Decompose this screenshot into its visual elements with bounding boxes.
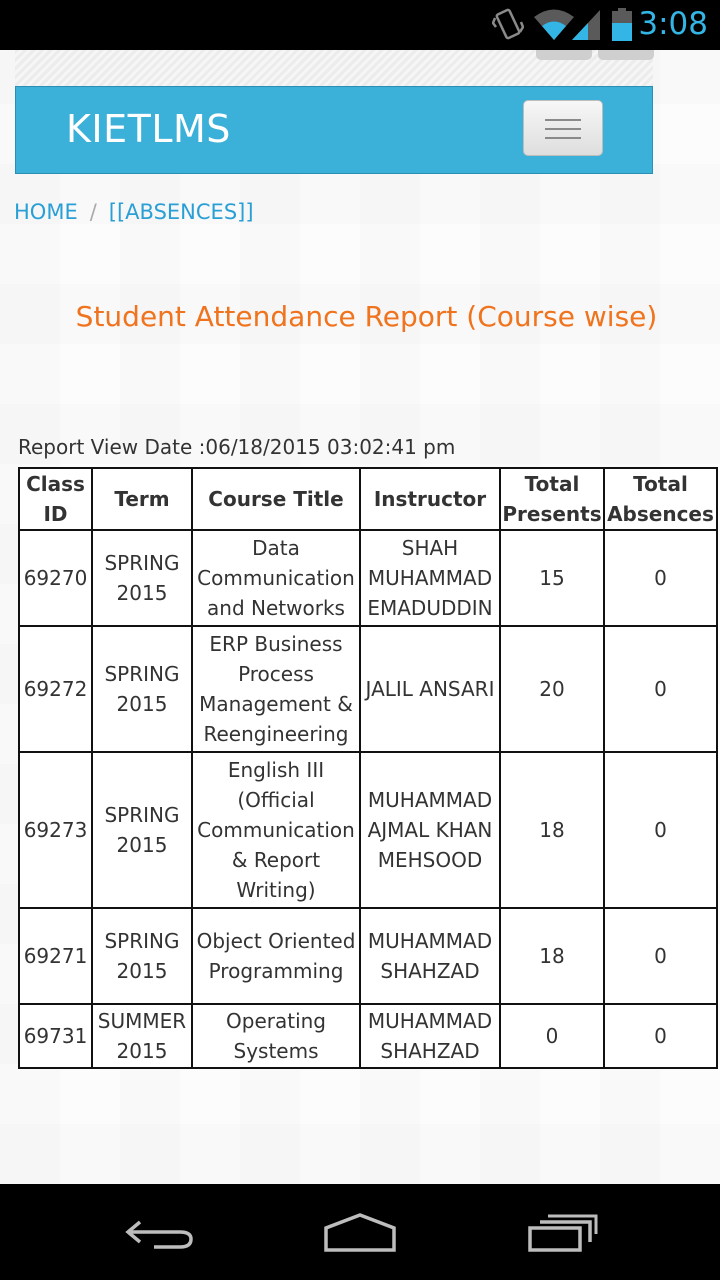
term-cell: SPRING 2015	[92, 626, 192, 752]
instructor-cell: MUHAMMAD SHAHZAD	[360, 1004, 500, 1068]
course-title-cell: Object Oriented Programming	[192, 908, 360, 1004]
breadcrumb-current-link[interactable]: [[ABSENCES]]	[108, 200, 254, 224]
class-id-cell: 69271	[19, 908, 92, 1004]
site-navbar	[15, 86, 653, 174]
course-title-cell: Data Communication and Networks	[192, 530, 360, 626]
top-toolbar-strip	[15, 50, 653, 86]
toolbar-button-stub[interactable]	[598, 50, 654, 60]
menu-toggle-button[interactable]	[523, 100, 603, 156]
absences-cell: 0	[604, 908, 717, 1004]
column-header-total-presents: Total Presents	[500, 468, 604, 530]
report-title: Student Attendance Report (Course wise)	[75, 300, 658, 333]
table-row	[19, 752, 717, 908]
breadcrumb	[14, 200, 254, 224]
instructor-cell: SHAH MUHAMMAD EMADUDDIN	[360, 530, 500, 626]
term-cell: SUMMER 2015	[92, 1004, 192, 1068]
column-header-term: Term	[92, 468, 192, 530]
absences-cell: 0	[604, 530, 717, 626]
toolbar-button-stub[interactable]	[536, 50, 592, 60]
back-icon[interactable]	[124, 1212, 196, 1252]
term-cell: SPRING 2015	[92, 752, 192, 908]
column-header-total-absences: Total Absences	[604, 468, 717, 530]
status-time: 3:08	[638, 6, 708, 42]
term-cell: SPRING 2015	[92, 908, 192, 1004]
report-view-date: Report View Date :06/18/2015 03:02:41 pm	[18, 435, 456, 459]
table-header-row	[19, 468, 717, 530]
presents-cell: 0	[500, 1004, 604, 1068]
brand-logo[interactable]: KIETLMS	[66, 107, 231, 151]
class-id-cell: 69270	[19, 530, 92, 626]
course-title-cell: English III (Official Communication & Report Writing)	[192, 752, 360, 908]
absences-cell: 0	[604, 626, 717, 752]
vibrate-icon	[492, 8, 524, 42]
breadcrumb-home-link[interactable]: HOME	[14, 200, 78, 224]
recents-icon[interactable]	[526, 1212, 600, 1254]
class-id-cell: 69272	[19, 626, 92, 752]
class-id-cell: 69273	[19, 752, 92, 908]
presents-cell: 15	[500, 530, 604, 626]
attendance-table	[18, 467, 718, 1069]
signal-icon	[572, 8, 602, 42]
instructor-cell: MUHAMMAD AJMAL KHAN MEHSOOD	[360, 752, 500, 908]
table-row	[19, 1004, 717, 1068]
class-id-cell: 69731	[19, 1004, 92, 1068]
battery-icon	[610, 8, 634, 42]
course-title-cell: Operating Systems	[192, 1004, 360, 1068]
table-row	[19, 908, 717, 1004]
status-bar	[0, 0, 720, 50]
home-icon[interactable]	[322, 1212, 398, 1254]
absences-cell: 0	[604, 752, 717, 908]
course-title-cell: ERP Business Process Management & Reengineering	[192, 626, 360, 752]
page-content	[0, 50, 720, 1184]
breadcrumb-separator: /	[89, 200, 97, 224]
column-header-class-id: Class ID	[19, 468, 92, 530]
instructor-cell: JALIL ANSARI	[360, 626, 500, 752]
table-row	[19, 530, 717, 626]
presents-cell: 18	[500, 908, 604, 1004]
system-nav-bar	[0, 1184, 720, 1280]
table-row	[19, 626, 717, 752]
wifi-icon	[534, 8, 574, 42]
instructor-cell: MUHAMMAD SHAHZAD	[360, 908, 500, 1004]
presents-cell: 20	[500, 626, 604, 752]
presents-cell: 18	[500, 752, 604, 908]
column-header-instructor: Instructor	[360, 468, 500, 530]
column-header-course-title: Course Title	[192, 468, 360, 530]
absences-cell: 0	[604, 1004, 717, 1068]
term-cell: SPRING 2015	[92, 530, 192, 626]
